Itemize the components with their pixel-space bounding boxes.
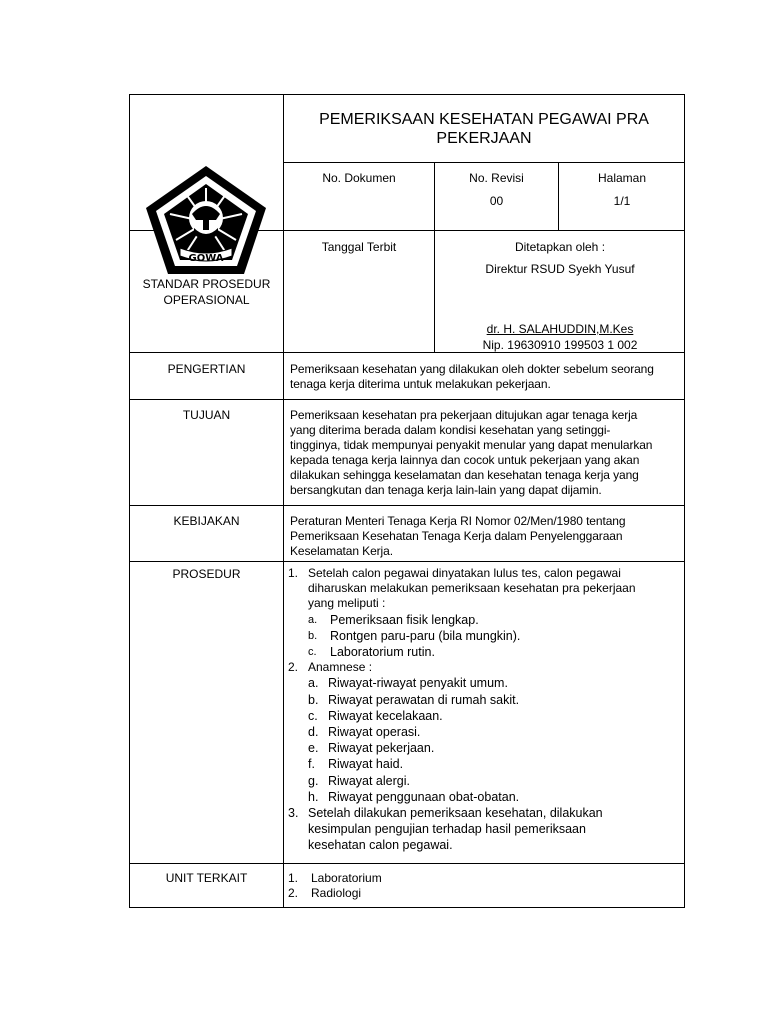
no-revisi-label: No. Revisi (469, 171, 524, 185)
item-number: 1. (288, 566, 299, 580)
item-number: 2. (288, 886, 299, 900)
signer-name: dr. H. SALAHUDDIN,M.Kes (486, 322, 634, 336)
pengertian-label: PENGERTIAN (167, 362, 246, 376)
item-number: 1. (288, 871, 299, 885)
sub-text: Pemeriksaan fisik lengkap. (330, 612, 479, 627)
prosedur-list (288, 566, 684, 854)
unit-terkait-item (288, 871, 684, 886)
sub-item (308, 773, 684, 789)
prosedur-line: diharuskan melakukan pemeriksaan kesehatan pra pekerjaan (308, 581, 636, 596)
tujuan-line: bersangkutan dan tenaga kerja lain-lain yang dapat dijamin. (290, 483, 602, 497)
divider-prosedur-bottom (129, 863, 685, 864)
unit-name: Radiologi (311, 886, 362, 900)
unit-terkait-label: UNIT TERKAIT (165, 871, 248, 885)
prosedur-label: PROSEDUR (172, 567, 241, 581)
item-number: 2. (288, 660, 299, 675)
ditetapkan-label: Ditetapkan oleh : (514, 240, 606, 254)
sub-item (308, 789, 684, 805)
halaman-label: Halaman (597, 171, 647, 185)
pengertian-line: tenaga kerja diterima untuk melakukan pekerjaan. (290, 377, 551, 391)
sub-text: Riwayat alergi. (328, 773, 410, 788)
ditetapkan-by: Direktur RSUD Syekh Yusuf (485, 262, 635, 276)
divider-header-bottom (129, 352, 685, 353)
tujuan-line: dilakukan sehingga keselamatan dan kesehatan tenaga kerja yang (290, 468, 639, 482)
prosedur-item-2 (288, 660, 684, 805)
tujuan-line: kepada tenaga kerja lainnya dan cocok untuk pekerjaan yang akan (290, 453, 640, 467)
sub-letter: g. (308, 773, 319, 788)
sub-item (308, 724, 684, 740)
tujuan-line: yang diterima berada dalam kondisi kesehatan yang setinggi- (290, 423, 611, 437)
unit-terkait-list (288, 871, 684, 901)
pengertian-line: Pemeriksaan kesehatan yang dilakukan oleh dokter sebelum seorang (290, 362, 654, 376)
kebijakan-line: Peraturan Menteri Tenaga Kerja RI Nomor 02/Men/1980 tentang (290, 514, 626, 528)
sub-item (308, 644, 684, 660)
signer-nip: Nip. 19630910 199503 1 002 (482, 338, 638, 352)
sub-letter: d. (308, 725, 319, 740)
sop-label-line2: OPERASIONAL (163, 293, 250, 307)
tujuan-line: Pemeriksaan kesehatan pra pekerjaan ditujukan agar tenaga kerja (290, 408, 638, 422)
sub-letter: e. (308, 741, 319, 756)
sub-letter: a. (308, 613, 318, 626)
sub-letter: b. (308, 629, 318, 642)
sub-text: Riwayat kecelakaan. (328, 708, 443, 723)
sub-item (308, 756, 684, 772)
logo-text: GOWA (188, 253, 224, 264)
prosedur-line: yang meliputi : (308, 596, 386, 611)
document-title-line1: PEMERIKSAAN KESEHATAN PEGAWAI PRA (319, 111, 649, 128)
sub-item (308, 675, 684, 691)
sub-item (308, 628, 684, 644)
document-title-line2: PEKERJAAN (436, 130, 532, 147)
sub-text: Riwayat-riwayat penyakit umum. (328, 676, 508, 691)
sub-text: Riwayat haid. (328, 757, 404, 772)
prosedur-item-1 (288, 566, 684, 660)
sub-text: Rontgen paru-paru (bila mungkin). (330, 628, 521, 643)
sub-text: Riwayat pekerjaan. (328, 741, 435, 756)
divider-title-bottom (283, 162, 685, 163)
kebijakan-line: Keselamatan Kerja. (290, 544, 393, 558)
prosedur-line: Setelah calon pegawai dinyatakan lulus tes, calon pegawai (308, 566, 621, 580)
sub-text: Riwayat operasi. (328, 725, 421, 740)
prosedur-line: kesehatan calon pegawai. (308, 838, 453, 853)
sub-letter: h. (308, 789, 319, 804)
prosedur-line: kesimpulan pengujian terhadap hasil pemeriksaan (308, 822, 586, 837)
sub-letter: f. (308, 757, 315, 772)
sub-item (308, 740, 684, 756)
prosedur-item-3 (288, 805, 684, 854)
tujuan-label: TUJUAN (182, 408, 231, 422)
no-dokumen-label: No. Dokumen (322, 171, 396, 185)
sub-text: Riwayat perawatan di rumah sakit. (328, 692, 520, 707)
halaman-value: 1/1 (613, 194, 631, 208)
divider-pengertian-bottom (129, 399, 685, 400)
sub-item (308, 612, 684, 628)
sub-letter: c. (308, 708, 318, 723)
sub-text: Laboratorium rutin. (330, 645, 435, 660)
pengertian-text (290, 362, 682, 392)
sub-item (308, 708, 684, 724)
unit-name: Laboratorium (311, 871, 382, 885)
kebijakan-line: Pemeriksaan Kesehatan Tenaga Kerja dalam Penyelenggaraan (290, 529, 623, 543)
no-revisi-value: 00 (489, 194, 504, 208)
divider-tujuan-bottom (129, 505, 685, 506)
sop-label-line1: STANDAR PROSEDUR (142, 277, 271, 291)
kebijakan-text (290, 514, 682, 559)
tujuan-text (290, 408, 682, 498)
sub-text: Riwayat penggunaan obat-obatan. (328, 789, 520, 804)
prosedur-line: Anamnese : (308, 660, 373, 675)
sub-letter: a. (308, 676, 319, 691)
divider-kebijakan-bottom (129, 561, 685, 562)
tujuan-line: tingginya, tidak mempunyai penyakit menular yang dapat menularkan (290, 438, 653, 452)
sub-item (308, 692, 684, 708)
sub-letter: c. (308, 646, 317, 659)
item-number: 3. (288, 806, 299, 821)
tanggal-terbit-label: Tanggal Terbit (321, 240, 397, 254)
divider-logo-column (283, 94, 284, 908)
gowa-logo (140, 162, 272, 278)
unit-terkait-item (288, 886, 684, 901)
sub-letter: b. (308, 692, 319, 707)
prosedur-line: Setelah dilakukan pemeriksaan kesehatan, dilakukan (308, 806, 603, 821)
kebijakan-label: KEBIJAKAN (173, 514, 240, 528)
